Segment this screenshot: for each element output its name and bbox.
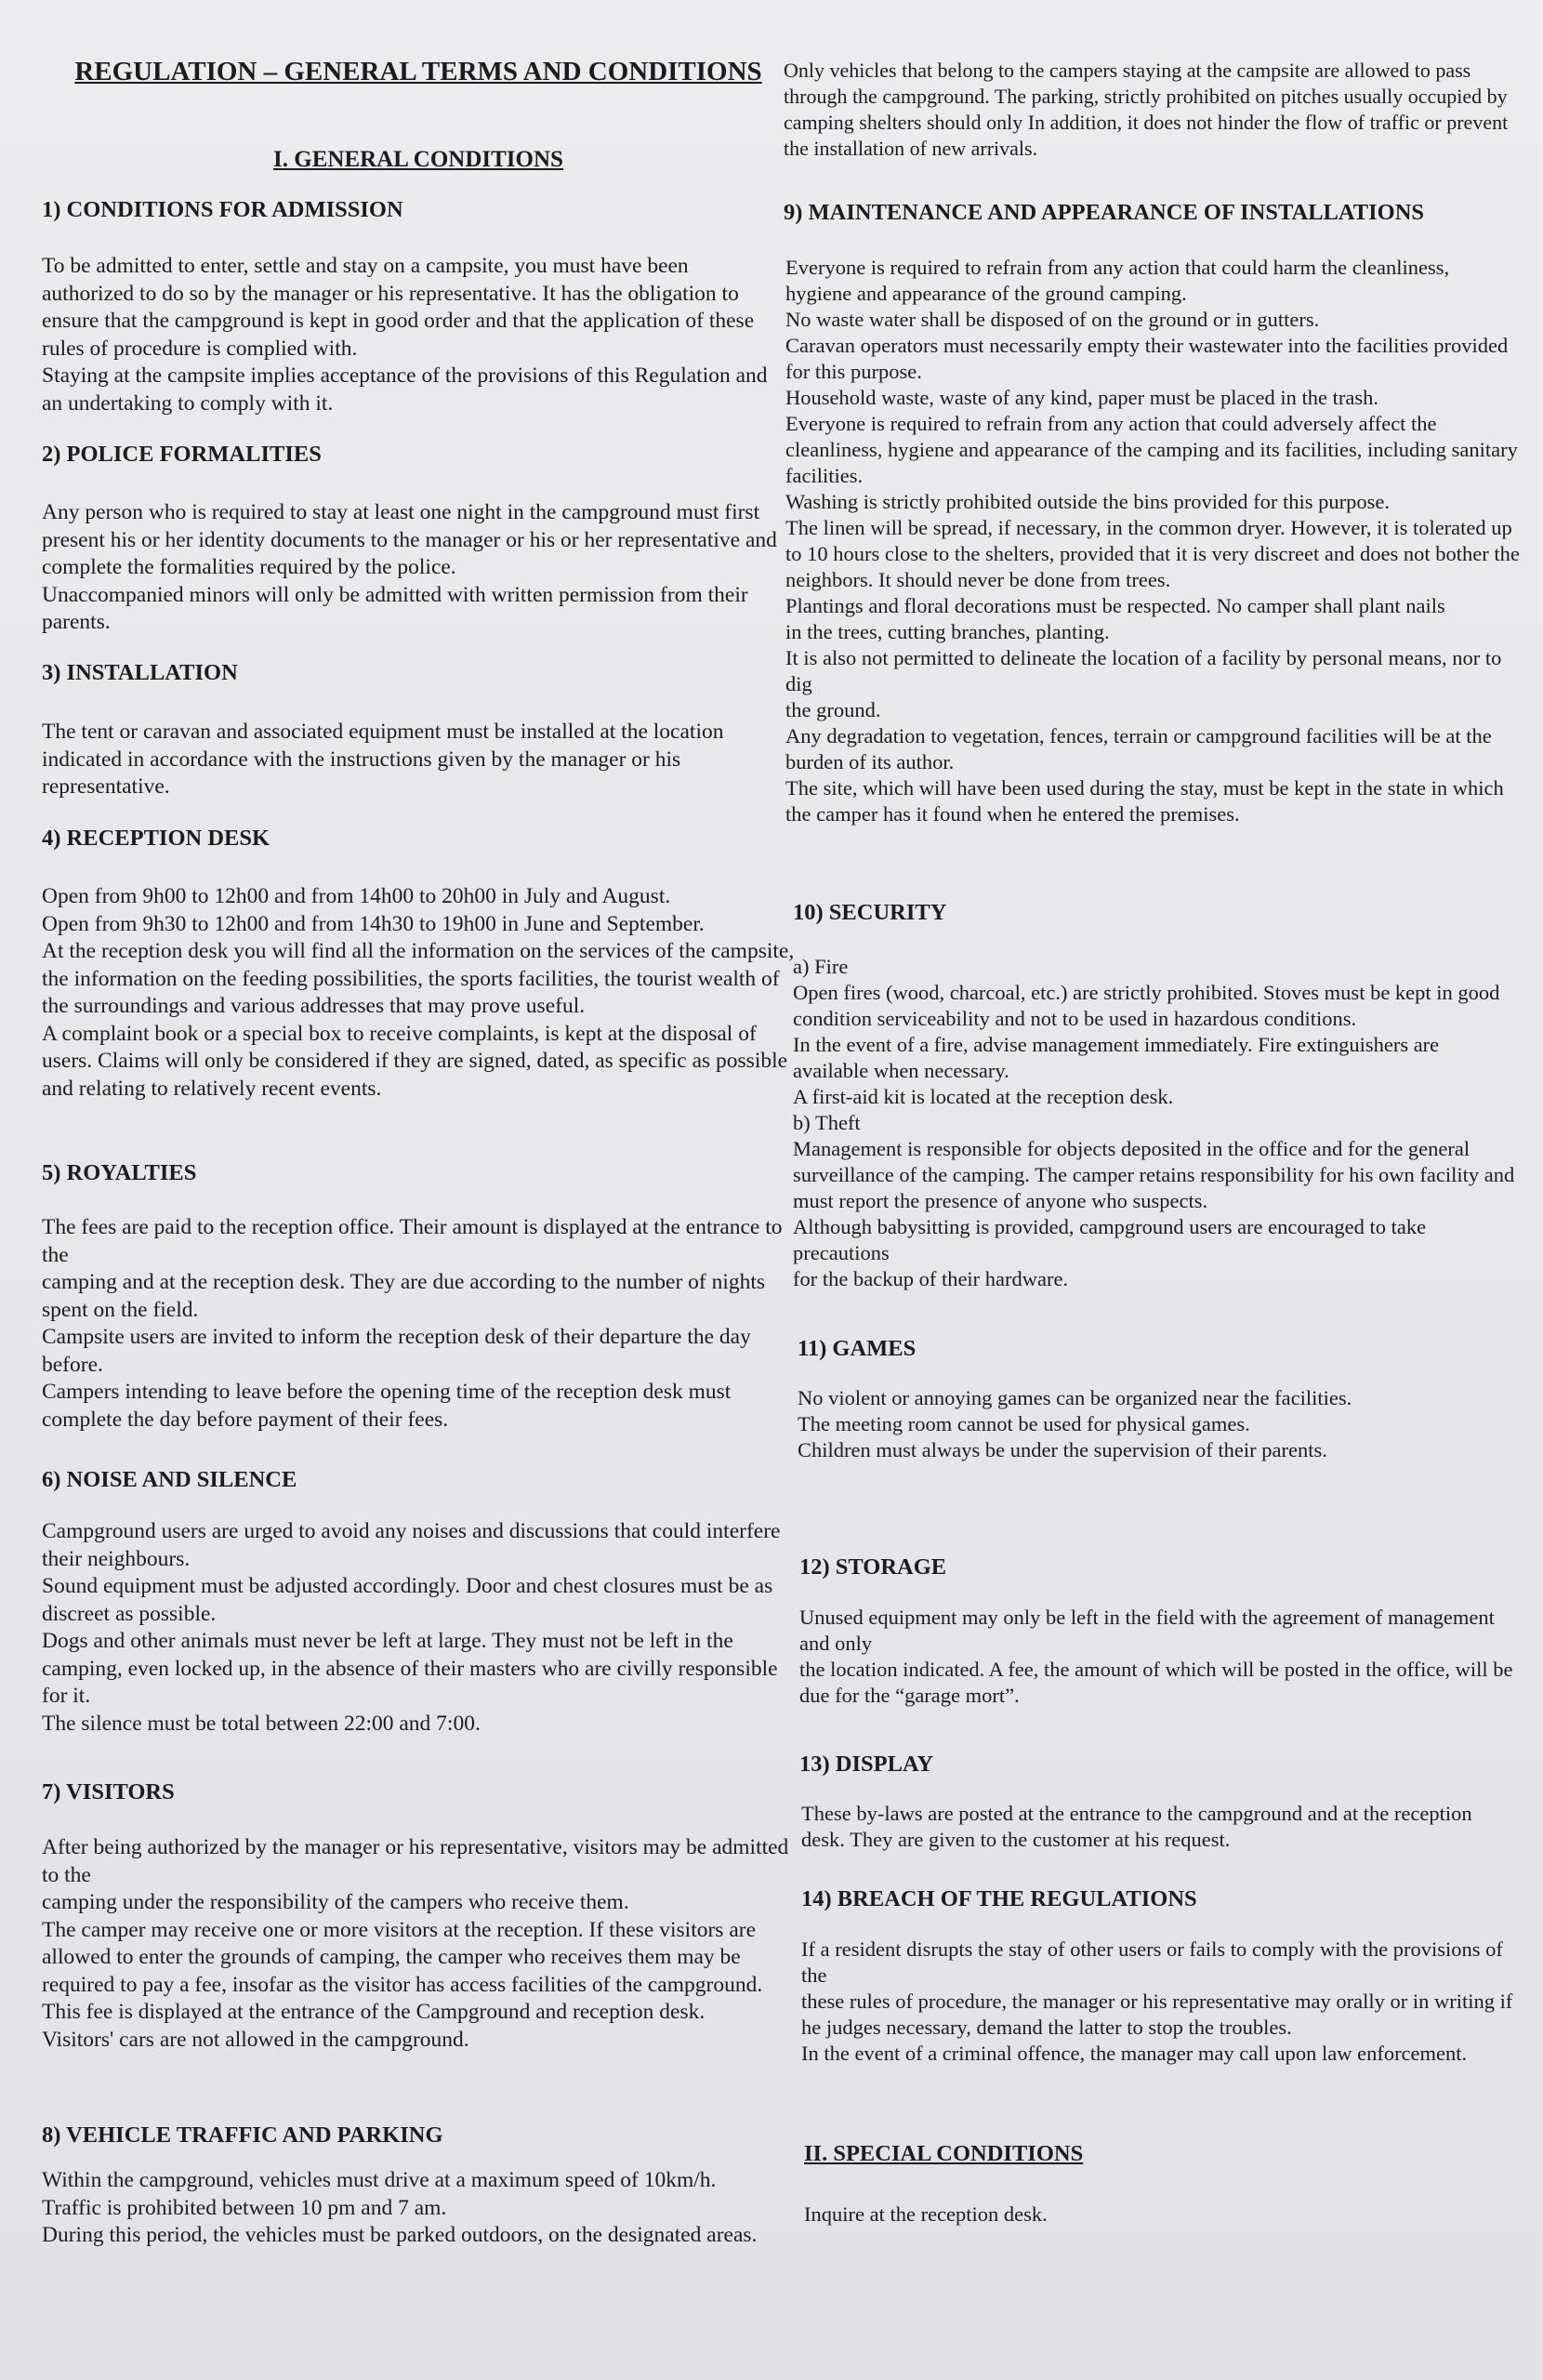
paragraph: Campground users are urged to avoid any noises and discussions that could interfere their neighbours. (42, 1519, 781, 1571)
section-heading-games: 11) GAMES (798, 1336, 917, 1361)
section-body-breach (801, 1937, 1517, 2067)
paragraph: Open fires (wood, charcoal, etc.) are strictly prohibited. Stoves must be kept in good condition serviceability and not to be used in hazardous conditions. (793, 981, 1500, 1030)
section-heading-installation: 3) INSTALLATION (42, 660, 238, 685)
part-one-title: I. GENERAL CONDITIONS (273, 147, 563, 172)
section-heading-breach: 14) BREACH OF THE REGULATIONS (801, 1886, 1197, 1911)
section-body-noise (42, 1518, 795, 1738)
paragraph: Campsite users are invited to inform the reception desk of their departure the day before. (42, 1325, 751, 1377)
paragraph: It is also not permitted to delineate the location of a facility by personal means, nor to dig (785, 646, 1502, 695)
paragraph: the location indicated. A fee, the amount of which will be posted in the office, will be due for the “garage mort”. (799, 1658, 1513, 1707)
paragraph: Visitors' cars are not allowed in the campground. (42, 2027, 469, 2052)
section-heading-vehicles: 8) VEHICLE TRAFFIC AND PARKING (42, 2122, 443, 2148)
paragraph: If a resident disrupts the stay of other users or fails to comply with the provisions of the (801, 1937, 1503, 1987)
paragraph: Plantings and floral decorations must be respected. No camper shall plant nails (785, 594, 1445, 617)
paragraph: these rules of procedure, the manager or his representative may orally or in writing if he judges necessary, demand the latter to stop the troubles. (801, 1990, 1513, 2039)
paragraph: for the backup of their hardware. (793, 1267, 1069, 1290)
section-body-maintenance (785, 255, 1520, 827)
section-heading-storage: 12) STORAGE (799, 1554, 947, 1580)
section-body-security (793, 954, 1518, 1292)
paragraph: Household waste, waste of any kind, paper must be placed in the trash. (785, 386, 1378, 409)
part-two-body: Inquire at the reception desk. (804, 2202, 1048, 2226)
paragraph: The fees are paid to the reception office. Their amount is displayed at the entrance to the (42, 1215, 783, 1267)
paragraph: Everyone is required to refrain from any action that could harm the cleanliness, hygiene and appearance of the ground camping. (785, 256, 1450, 305)
paragraph: The silence must be total between 22:00 and 7:00. (42, 1711, 481, 1736)
paragraph: Open from 9h00 to 12h00 and from 14h00 to 20h00 in July and August. (42, 884, 671, 908)
paragraph: The site, which will have been used during the stay, must be kept in the state in which the camper has it found when he entered the premises. (785, 776, 1504, 826)
paragraph: During this period, the vehicles must be parked outdoors, on the designated areas. (42, 2223, 758, 2247)
section-heading-display: 13) DISPLAY (799, 1752, 934, 1777)
paragraph: Open from 9h30 to 12h00 and from 14h30 to 19h00 in June and September. (42, 911, 705, 936)
paragraph: No waste water shall be disposed of on the ground or in gutters. (785, 308, 1320, 331)
section-heading-noise: 6) NOISE AND SILENCE (42, 1467, 297, 1492)
paragraph: a) Fire (793, 955, 849, 978)
section-body-reception (42, 883, 795, 1103)
section-heading-admission: 1) CONDITIONS FOR ADMISSION (42, 197, 403, 222)
section-body-display (801, 1801, 1517, 1853)
paragraph: The camper may receive one or more visitors at the reception. If these visitors are allowed to enter the grounds of camping, the camper who receives them may be required to pay a fee, insofar as the visitor has access facilities of the campground. This fee is displayed at the entrance of the Campground and reception desk. (42, 1917, 763, 2024)
section-body-vehicles (42, 2167, 785, 2250)
section-body-visitors (42, 1834, 795, 2054)
paragraph: At the reception desk you will find all the information on the services of the campsite, the information on the feeding possibilities, the sports facilities, the tourist wealth of the surroundings and various addresses that may prove useful. (42, 939, 795, 1018)
section-body-police (42, 499, 785, 637)
section-heading-maintenance: 9) MAINTENANCE AND APPEARANCE OF INSTALLATIONS (784, 200, 1425, 225)
paragraph: Any person who is required to stay at least one night in the campground must first present his or her identity documents to the manager or his or her representative and complete the formalities required by the police. (42, 500, 777, 579)
paragraph: Sound equipment must be adjusted accordingly. Door and chest closures must be as discreet as possible. (42, 1574, 773, 1626)
paragraph: Everyone is required to refrain from any action that could adversely affect the cleanliness, hygiene and appearance of the camping and its facilities, including sanitary facilities. (785, 412, 1518, 487)
paragraph: To be admitted to enter, settle and stay on a campsite, you must have been authorized to do so by the manager or his representative. It has the obligation to ensure that the campground is kept in good order and that the application of these rules of procedure is complied with. (42, 254, 755, 361)
paragraph: These by-laws are posted at the entrance to the campground and at the reception desk. They are given to the customer at his request. (801, 1802, 1472, 1851)
document-title: REGULATION – GENERAL TERMS AND CONDITIONS (74, 57, 762, 86)
paragraph: The linen will be spread, if necessary, in the common dryer. However, it is tolerated up to 10 hours close to the shelters, provided that it is very discreet and does not bother the neighbors. It should never be done from trees. (785, 516, 1520, 591)
section-heading-police: 2) POLICE FORMALITIES (42, 442, 322, 467)
section-heading-royalties: 5) ROYALTIES (42, 1160, 197, 1185)
section-body-vehicles-continued: Only vehicles that belong to the campers staying at the campsite are allowed to pass through the campground. The parking, strictly prohibited on pitches usually occupied by camping shelters should only In addition, it does not hinder the flow of traffic or prevent the installation of new arrivals. (784, 59, 1509, 160)
section-body-storage (799, 1605, 1515, 1709)
paragraph: camping under the responsibility of the campers who receive them. (42, 1890, 629, 1914)
paragraph: the ground. (785, 698, 881, 721)
part-two-title: II. SPECIAL CONDITIONS (804, 2141, 1084, 2166)
section-heading-security: 10) SECURITY (793, 900, 947, 925)
section-heading-reception: 4) RECEPTION DESK (42, 826, 270, 851)
paragraph: Within the campground, vehicles must drive at a maximum speed of 10km/h. (42, 2168, 717, 2192)
paragraph: Caravan operators must necessarily empty their wastewater into the facilities provided for this purpose. (785, 334, 1509, 383)
paragraph: Campers intending to leave before the opening time of the reception desk must complete the day before payment of their fees. (42, 1380, 732, 1432)
paragraph: A first-aid kit is located at the reception desk. (793, 1085, 1174, 1108)
section-body-royalties (42, 1214, 795, 1434)
section-body-admission (42, 253, 772, 417)
paragraph: No violent or annoying games can be organized near the facilities. (798, 1386, 1352, 1409)
paragraph: After being authorized by the manager or his representative, visitors may be admitted to the (42, 1835, 789, 1887)
paragraph: camping and at the reception desk. They are due according to the number of nights spent on the field. (42, 1270, 766, 1322)
paragraph: Management is responsible for objects deposited in the office and for the general surveillance of the camping. The camper retains responsibility for his own facility and must report the presence of anyone who suspects. (793, 1137, 1515, 1212)
paragraph: The tent or caravan and associated equipment must be installed at the location indicated in accordance with the instructions given by the manager or his representative. (42, 720, 724, 799)
paragraph: Any degradation to vegetation, fences, terrain or campground facilities will be at the burden of its author. (785, 724, 1492, 774)
paragraph: Although babysitting is provided, campground users are encouraged to take precautions (793, 1215, 1427, 1264)
section-body-games (798, 1385, 1518, 1463)
paragraph: In the event of a fire, advise management immediately. Fire extinguishers are available when necessary. (793, 1033, 1440, 1082)
paragraph: in the trees, cutting branches, planting. (785, 620, 1110, 643)
section-body-installation (42, 719, 785, 801)
paragraph: In the event of a criminal offence, the manager may call upon law enforcement. (801, 2042, 1468, 2065)
paragraph: Dogs and other animals must never be left at large. They must not be left in the camping, even locked up, in the absence of their masters who are civilly responsible for it. (42, 1629, 778, 1708)
paragraph: A complaint book or a special box to receive complaints, is kept at the disposal of users. Claims will only be considered if they are signed, dated, as specific as possible and relating to relatively recent events. (42, 1021, 788, 1101)
paragraph: b) Theft (793, 1111, 861, 1134)
paragraph: Unaccompanied minors will only be admitted with written permission from their parents. (42, 582, 748, 634)
section-heading-visitors: 7) VISITORS (42, 1779, 175, 1805)
paragraph: The meeting room cannot be used for physical games. (798, 1412, 1250, 1435)
paragraph: Unused equipment may only be left in the field with the agreement of management and only (799, 1606, 1495, 1655)
paragraph: Children must always be under the supervision of their parents. (798, 1438, 1327, 1461)
paragraph: Traffic is prohibited between 10 pm and 7 am. (42, 2195, 447, 2220)
paragraph: Staying at the campsite implies acceptance of the provisions of this Regulation and an undertaking to comply with it. (42, 364, 768, 416)
paragraph: Washing is strictly prohibited outside the bins provided for this purpose. (785, 490, 1390, 513)
